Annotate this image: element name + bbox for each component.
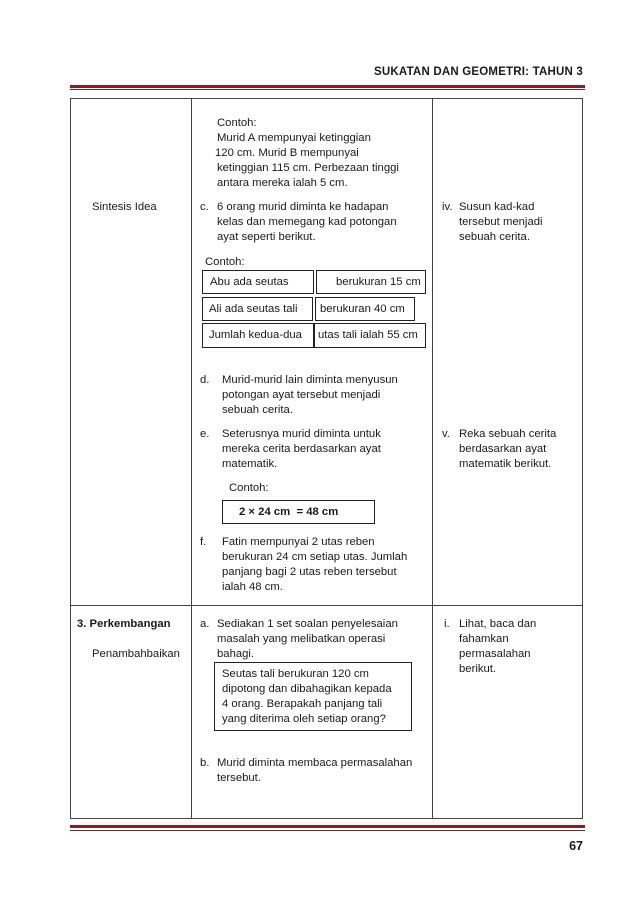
item-d-marker: d. xyxy=(200,374,210,386)
item-f-line: ialah 48 cm. xyxy=(222,581,283,593)
sentence-card-text: Jumlah kedua-dua xyxy=(209,329,302,341)
column-divider-1 xyxy=(191,98,192,819)
item-i-line: berikut. xyxy=(459,663,497,675)
item-c-line: 6 orang murid diminta ke hadapan xyxy=(217,201,389,213)
stage-title-perkembangan: 3. Perkembangan xyxy=(77,618,171,630)
contoh-2-label: Contoh: xyxy=(205,256,245,268)
contoh-1-line: ketinggian 115 cm. Perbezaan tinggi xyxy=(217,162,399,174)
item-d-line: Murid-murid lain diminta menyusun xyxy=(222,374,398,386)
item-a-line: bahagi. xyxy=(217,648,255,660)
contoh-1-label: Contoh: xyxy=(217,117,257,129)
sentence-card-text: Ali ada seutas tali xyxy=(209,303,298,315)
contoh-1-line: Murid A mempunyai ketinggian xyxy=(217,132,371,144)
item-v-line: Reka sebuah cerita xyxy=(459,428,557,440)
item-f-line: berukuran 24 cm setiap utas. Jumlah xyxy=(222,551,408,563)
problem-line: 4 orang. Berapakah panjang tali xyxy=(222,698,383,710)
item-c-line: kelas dan memegang kad potongan xyxy=(217,216,397,228)
sentence-card xyxy=(202,297,313,321)
item-i-marker: i. xyxy=(444,618,450,630)
item-iv-marker: iv. xyxy=(442,201,453,213)
item-a-line: Sediakan 1 set soalan penyelesaian xyxy=(217,618,398,630)
item-v-line: matematik berikut. xyxy=(459,458,552,470)
header-rule-thick xyxy=(70,85,585,88)
stage-label-sintesis: Sintesis Idea xyxy=(92,201,157,213)
item-iv-line: sebuah cerita. xyxy=(459,231,530,243)
item-b-line: tersebut. xyxy=(217,772,261,784)
item-f-line: panjang bagi 2 utas reben tersebut xyxy=(222,566,397,578)
item-iv-line: Susun kad-kad xyxy=(459,201,535,213)
item-v-marker: v. xyxy=(442,428,450,440)
item-e-line: matematik. xyxy=(222,458,278,470)
problem-statement-box xyxy=(214,662,412,731)
equation-box xyxy=(222,500,375,524)
stage-sub-penambahbaikan: Penambahbaikan xyxy=(92,648,180,660)
footer-rule-thin xyxy=(70,830,585,831)
item-f-marker: f. xyxy=(200,536,207,548)
item-f-line: Fatin mempunyai 2 utas reben xyxy=(222,536,375,548)
header-rule-thin xyxy=(70,89,585,90)
item-e-line: Seterusnya murid diminta untuk xyxy=(222,428,381,440)
problem-line: Seutas tali berukuran 120 cm xyxy=(222,668,369,680)
footer-rule-thick xyxy=(70,825,585,828)
contoh-1-line: 120 cm. Murid B mempunyai xyxy=(215,147,359,159)
item-e-line: mereka cerita berdasarkan ayat xyxy=(222,443,381,455)
equation-text: 2 × 24 cm = 48 cm xyxy=(239,506,339,518)
sentence-card-text: berukuran 40 cm xyxy=(320,303,405,315)
problem-line: dipotong dan dibahagikan kepada xyxy=(222,683,392,695)
sentence-card xyxy=(315,297,415,321)
column-divider-2 xyxy=(432,98,433,819)
item-a-line: masalah yang melibatkan operasi xyxy=(217,633,386,645)
item-c-line: ayat seperti berikut. xyxy=(217,231,316,243)
item-a-marker: a. xyxy=(200,618,210,630)
sentence-card xyxy=(316,270,426,294)
problem-line: yang diterima oleh setiap orang? xyxy=(222,713,386,725)
item-e-marker: e. xyxy=(200,428,210,440)
item-c-marker: c. xyxy=(200,201,209,213)
item-i-line: Lihat, baca dan xyxy=(459,618,537,630)
contoh-3-label: Contoh: xyxy=(229,482,269,494)
item-iv-line: tersebut menjadi xyxy=(459,216,543,228)
item-b-marker: b. xyxy=(200,757,210,769)
contoh-1-line: antara mereka ialah 5 cm. xyxy=(217,177,348,189)
item-i-line: fahamkan xyxy=(459,633,509,645)
sentence-card-text: Abu ada seutas xyxy=(210,276,289,288)
item-d-line: potongan ayat tersebut menjadi xyxy=(222,389,381,401)
sentence-card xyxy=(314,323,426,348)
page-header-title: SUKATAN DAN GEOMETRI: TAHUN 3 xyxy=(374,66,583,78)
sentence-card xyxy=(202,270,314,294)
sentence-card-text: berukuran 15 cm xyxy=(336,276,421,288)
row-divider xyxy=(70,605,583,606)
item-d-line: sebuah cerita. xyxy=(222,404,293,416)
sentence-card xyxy=(202,323,314,348)
item-b-line: Murid diminta membaca permasalahan xyxy=(217,757,413,769)
sentence-card-text: utas tali ialah 55 cm xyxy=(318,329,418,341)
page-number: 67 xyxy=(569,839,583,853)
item-i-line: permasalahan xyxy=(459,648,531,660)
item-v-line: berdasarkan ayat xyxy=(459,443,547,455)
